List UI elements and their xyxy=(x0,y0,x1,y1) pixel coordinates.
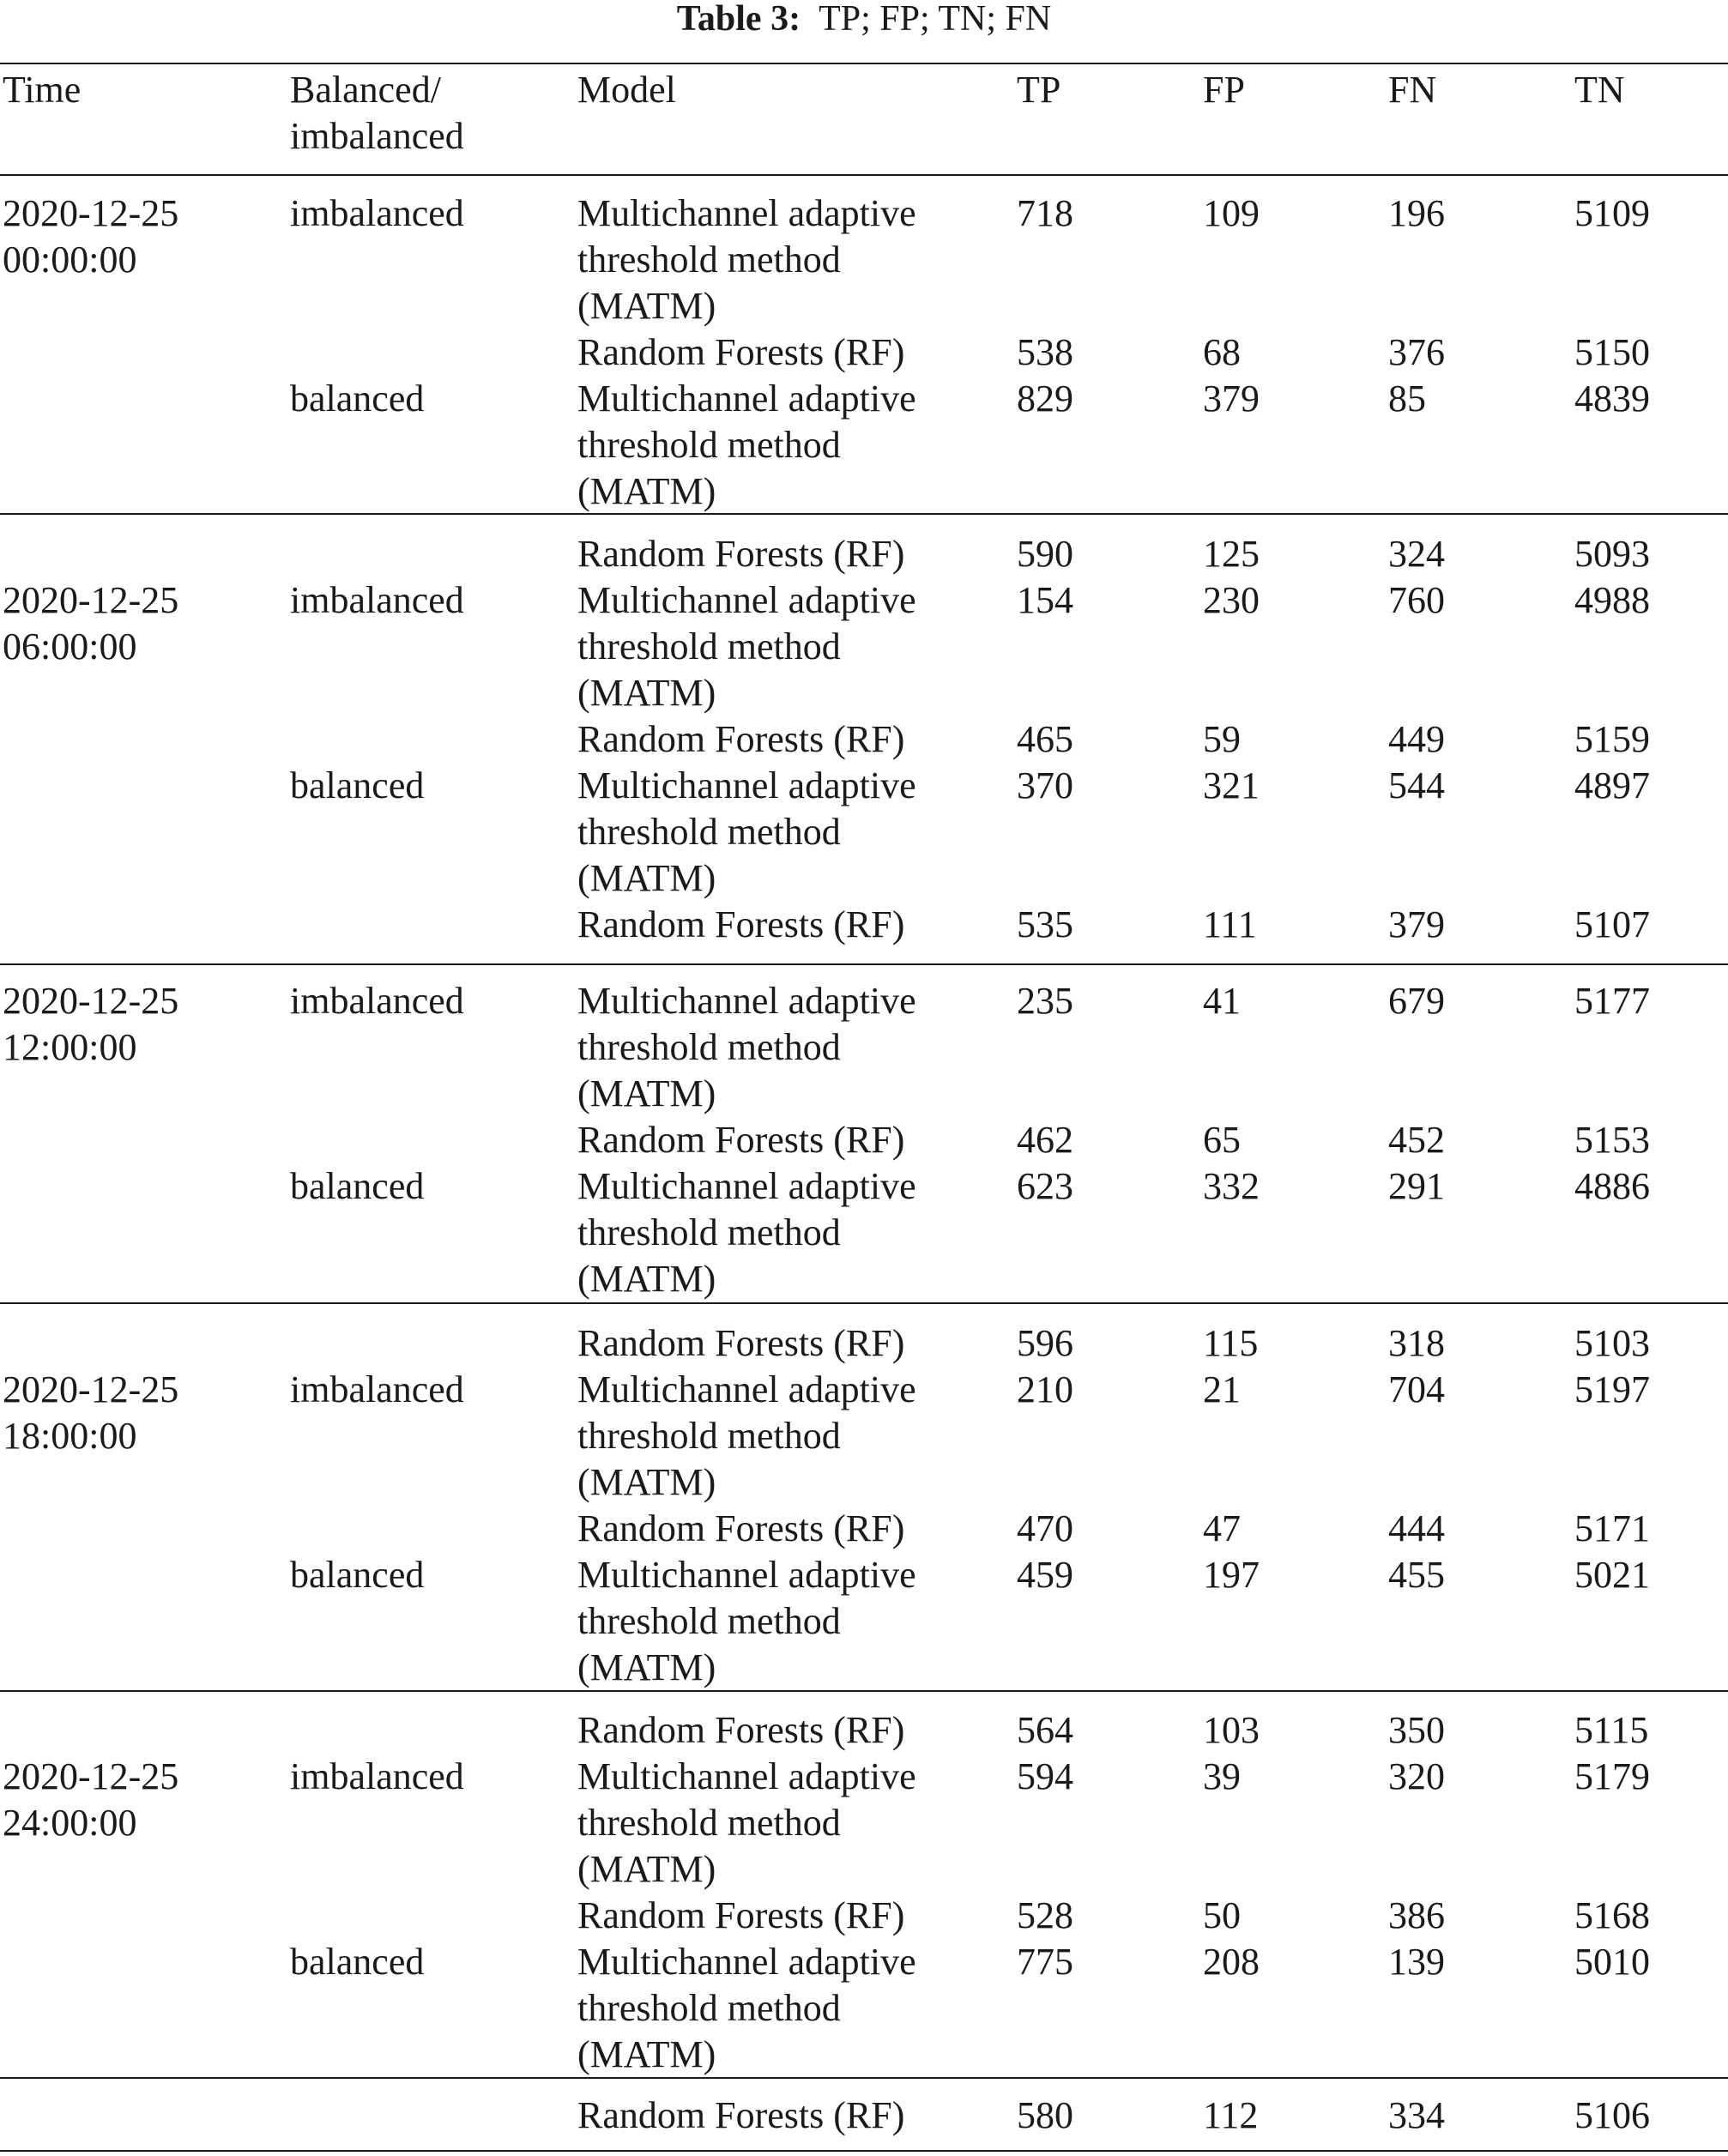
model-name: threshold method xyxy=(577,1026,841,1068)
balance-label: balanced xyxy=(290,1165,425,1207)
fp-value: 125 xyxy=(1203,533,1260,575)
model-name: Multichannel adaptive xyxy=(577,980,916,1022)
tn-value: 5197 xyxy=(1574,1368,1650,1410)
time-clock: 00:00:00 xyxy=(3,239,137,281)
fn-value: 320 xyxy=(1388,1755,1445,1797)
tn-value: 5010 xyxy=(1574,1941,1650,1983)
tp-value: 459 xyxy=(1017,1554,1073,1596)
tn-value: 5159 xyxy=(1574,718,1650,760)
fp-value: 41 xyxy=(1203,980,1241,1022)
group-divider xyxy=(0,513,1728,515)
fp-value: 109 xyxy=(1203,192,1260,234)
fn-value: 196 xyxy=(1388,192,1445,234)
fn-value: 379 xyxy=(1388,903,1445,945)
model-name: threshold method xyxy=(577,1987,841,2029)
balance-label: imbalanced xyxy=(290,980,464,1022)
fn-value: 544 xyxy=(1388,764,1445,806)
tp-value: 580 xyxy=(1017,2094,1073,2136)
model-name: threshold method xyxy=(577,811,841,853)
fn-value: 376 xyxy=(1388,331,1445,373)
tn-value: 5153 xyxy=(1574,1119,1650,1161)
time-date: 2020-12-25 xyxy=(3,1368,179,1410)
model-name: Multichannel adaptive xyxy=(577,1165,916,1207)
header-tp: TP xyxy=(1017,69,1061,111)
tn-value: 5150 xyxy=(1574,331,1650,373)
fp-value: 379 xyxy=(1203,377,1260,420)
model-name: (MATM) xyxy=(577,1072,716,1114)
tp-value: 623 xyxy=(1017,1165,1073,1207)
balance-label: balanced xyxy=(290,1554,425,1596)
model-name: (MATM) xyxy=(577,1461,716,1503)
tp-value: 775 xyxy=(1017,1941,1073,1983)
model-name: Multichannel adaptive xyxy=(577,377,916,420)
model-name: Random Forests (RF) xyxy=(577,718,905,760)
tn-value: 5106 xyxy=(1574,2094,1650,2136)
model-name: Multichannel adaptive xyxy=(577,764,916,806)
time-clock: 12:00:00 xyxy=(3,1026,137,1068)
tp-value: 370 xyxy=(1017,764,1073,806)
balance-label: imbalanced xyxy=(290,579,464,621)
balance-label: imbalanced xyxy=(290,1368,464,1410)
tp-value: 718 xyxy=(1017,192,1073,234)
time-clock: 06:00:00 xyxy=(3,625,137,667)
model-name: Random Forests (RF) xyxy=(577,1709,905,1751)
fn-value: 324 xyxy=(1388,533,1445,575)
tn-value: 5115 xyxy=(1574,1709,1649,1751)
tn-value: 5109 xyxy=(1574,192,1650,234)
model-name: Random Forests (RF) xyxy=(577,903,905,945)
time-clock: 18:00:00 xyxy=(3,1415,137,1457)
caption-label: Table 3: xyxy=(676,0,801,39)
fn-value: 679 xyxy=(1388,980,1445,1022)
model-name: Random Forests (RF) xyxy=(577,1894,905,1936)
tn-value: 5107 xyxy=(1574,903,1650,945)
time-date: 2020-12-25 xyxy=(3,1755,179,1797)
header-model: Model xyxy=(577,69,676,111)
tp-value: 596 xyxy=(1017,1322,1073,1364)
tp-value: 594 xyxy=(1017,1755,1073,1797)
model-name: threshold method xyxy=(577,239,841,281)
model-name: Multichannel adaptive xyxy=(577,192,916,234)
tp-value: 590 xyxy=(1017,533,1073,575)
fp-value: 111 xyxy=(1203,903,1257,945)
model-name: (MATM) xyxy=(577,470,716,512)
model-name: Multichannel adaptive xyxy=(577,1941,916,1983)
model-name: Random Forests (RF) xyxy=(577,1507,905,1549)
tp-value: 210 xyxy=(1017,1368,1073,1410)
fn-value: 444 xyxy=(1388,1507,1445,1549)
model-name: Random Forests (RF) xyxy=(577,1322,905,1364)
tp-value: 538 xyxy=(1017,331,1073,373)
tp-value: 564 xyxy=(1017,1709,1073,1751)
model-name: Multichannel adaptive xyxy=(577,1554,916,1596)
fp-value: 112 xyxy=(1203,2094,1259,2136)
fn-value: 85 xyxy=(1388,377,1426,420)
tn-value: 5093 xyxy=(1574,533,1650,575)
model-name: (MATM) xyxy=(577,1646,716,1688)
fp-value: 197 xyxy=(1203,1554,1260,1596)
tp-value: 235 xyxy=(1017,980,1073,1022)
tp-value: 829 xyxy=(1017,377,1073,420)
tn-value: 4886 xyxy=(1574,1165,1650,1207)
table-bottom-rule xyxy=(0,2150,1728,2152)
time-date: 2020-12-25 xyxy=(3,192,179,234)
tn-value: 5103 xyxy=(1574,1322,1650,1364)
model-name: threshold method xyxy=(577,424,841,466)
tn-value: 5171 xyxy=(1574,1507,1650,1549)
tn-value: 5177 xyxy=(1574,980,1650,1022)
fp-value: 59 xyxy=(1203,718,1241,760)
header-tn: TN xyxy=(1574,69,1625,111)
header-balanced-line2: imbalanced xyxy=(290,115,464,157)
fp-value: 332 xyxy=(1203,1165,1260,1207)
model-name: threshold method xyxy=(577,1415,841,1457)
header-bottom-rule xyxy=(0,174,1728,176)
model-name: Random Forests (RF) xyxy=(577,533,905,575)
fn-value: 318 xyxy=(1388,1322,1445,1364)
header-time: Time xyxy=(3,69,82,111)
model-name: threshold method xyxy=(577,1600,841,1642)
time-date: 2020-12-25 xyxy=(3,579,179,621)
fp-value: 103 xyxy=(1203,1709,1260,1751)
fn-value: 452 xyxy=(1388,1119,1445,1161)
tn-value: 5179 xyxy=(1574,1755,1650,1797)
fp-value: 65 xyxy=(1203,1119,1241,1161)
model-name: Multichannel adaptive xyxy=(577,1755,916,1797)
balance-label: balanced xyxy=(290,1941,425,1983)
fn-value: 760 xyxy=(1388,579,1445,621)
tp-value: 462 xyxy=(1017,1119,1073,1161)
balance-label: balanced xyxy=(290,377,425,420)
tn-value: 4897 xyxy=(1574,764,1650,806)
model-name: (MATM) xyxy=(577,672,716,714)
balance-label: imbalanced xyxy=(290,192,464,234)
fn-value: 449 xyxy=(1388,718,1445,760)
tp-value: 535 xyxy=(1017,903,1073,945)
model-name: (MATM) xyxy=(577,1258,716,1300)
fp-value: 230 xyxy=(1203,579,1260,621)
model-name: threshold method xyxy=(577,1802,841,1844)
fn-value: 334 xyxy=(1388,2094,1445,2136)
time-clock: 24:00:00 xyxy=(3,1802,137,1844)
table-top-rule xyxy=(0,63,1728,64)
model-name: Random Forests (RF) xyxy=(577,2094,905,2136)
model-name: Multichannel adaptive xyxy=(577,1368,916,1410)
fn-value: 139 xyxy=(1388,1941,1445,1983)
model-name: Random Forests (RF) xyxy=(577,331,905,373)
group-divider xyxy=(0,2077,1728,2079)
balance-label: balanced xyxy=(290,764,425,806)
header-fp: FP xyxy=(1203,69,1245,111)
model-name: (MATM) xyxy=(577,285,716,327)
caption-text: TP; FP; TN; FN xyxy=(819,0,1052,39)
header-balanced-line1: Balanced/ xyxy=(290,69,441,111)
model-name: threshold method xyxy=(577,625,841,667)
tp-value: 154 xyxy=(1017,579,1073,621)
fn-value: 386 xyxy=(1388,1894,1445,1936)
balance-label: imbalanced xyxy=(290,1755,464,1797)
group-divider xyxy=(0,963,1728,965)
fn-value: 704 xyxy=(1388,1368,1445,1410)
header-fn: FN xyxy=(1388,69,1437,111)
group-divider xyxy=(0,1690,1728,1692)
model-name: Random Forests (RF) xyxy=(577,1119,905,1161)
fn-value: 350 xyxy=(1388,1709,1445,1751)
tp-value: 528 xyxy=(1017,1894,1073,1936)
fn-value: 291 xyxy=(1388,1165,1445,1207)
table-caption xyxy=(0,0,1728,38)
model-name: (MATM) xyxy=(577,2033,716,2075)
fp-value: 47 xyxy=(1203,1507,1241,1549)
fn-value: 455 xyxy=(1388,1554,1445,1596)
fp-value: 115 xyxy=(1203,1322,1259,1364)
fp-value: 321 xyxy=(1203,764,1260,806)
fp-value: 50 xyxy=(1203,1894,1241,1936)
model-name: (MATM) xyxy=(577,1848,716,1890)
group-divider xyxy=(0,1302,1728,1304)
tn-value: 4839 xyxy=(1574,377,1650,420)
tn-value: 4988 xyxy=(1574,579,1650,621)
fp-value: 39 xyxy=(1203,1755,1241,1797)
model-name: (MATM) xyxy=(577,857,716,899)
fp-value: 21 xyxy=(1203,1368,1241,1410)
tp-value: 470 xyxy=(1017,1507,1073,1549)
tn-value: 5168 xyxy=(1574,1894,1650,1936)
tp-value: 465 xyxy=(1017,718,1073,760)
time-date: 2020-12-25 xyxy=(3,980,179,1022)
model-name: Multichannel adaptive xyxy=(577,579,916,621)
model-name: threshold method xyxy=(577,1211,841,1253)
fp-value: 68 xyxy=(1203,331,1241,373)
fp-value: 208 xyxy=(1203,1941,1260,1983)
tn-value: 5021 xyxy=(1574,1554,1650,1596)
